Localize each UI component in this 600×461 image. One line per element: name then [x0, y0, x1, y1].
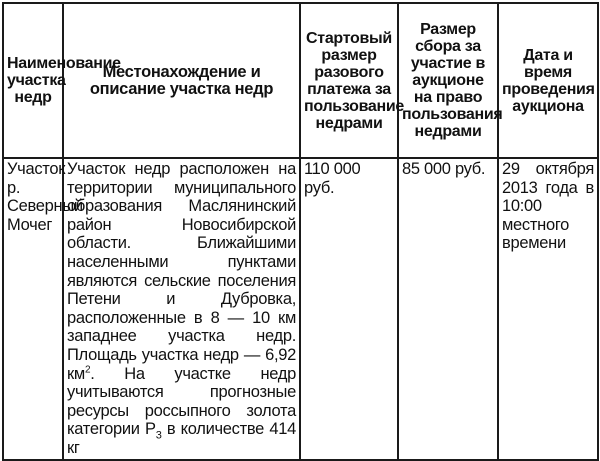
auction-table [2, 2, 599, 461]
cell-name: Участок р. Северный Мочег [3, 158, 63, 460]
cell-description [63, 158, 300, 460]
description-main: Участок недр расположен на территории муниципального образования Маслянинский район Новосибирской области. Ближайшими населенными пунктами являются сельские поселения Петени и Дубровка, расположенные в 8 — 10 км западнее участка недр. Площадь участка недр — 6,92 км [67, 160, 296, 383]
cell-start-payment: 110 000 руб. [300, 158, 398, 460]
description-rest-1: . На участке недр учитываются прогнозные ресурсы россыпного золота категории Р [67, 364, 296, 439]
header-start-payment: Стартовый размер разового платежа за пользование недрами [300, 3, 398, 158]
description-rest-2: в количестве 414 кг [67, 420, 296, 457]
header-name: Наименование участка недр [3, 3, 63, 158]
header-fee: Размер сбора за участие в аукционе на право пользования недрами [398, 3, 498, 158]
description-subscript: 3 [155, 429, 162, 442]
description-superscript: 2 [84, 364, 91, 376]
table-header-row [3, 3, 598, 158]
header-date-time: Дата и время проведения аукциона [498, 3, 598, 158]
cell-date-time: 29 октября 2013 года в 10:00 местного времени [498, 158, 598, 460]
cell-fee: 85 000 руб. [398, 158, 498, 460]
header-description: Местонахождение и описание участка недр [63, 3, 300, 158]
table-row [3, 158, 598, 460]
